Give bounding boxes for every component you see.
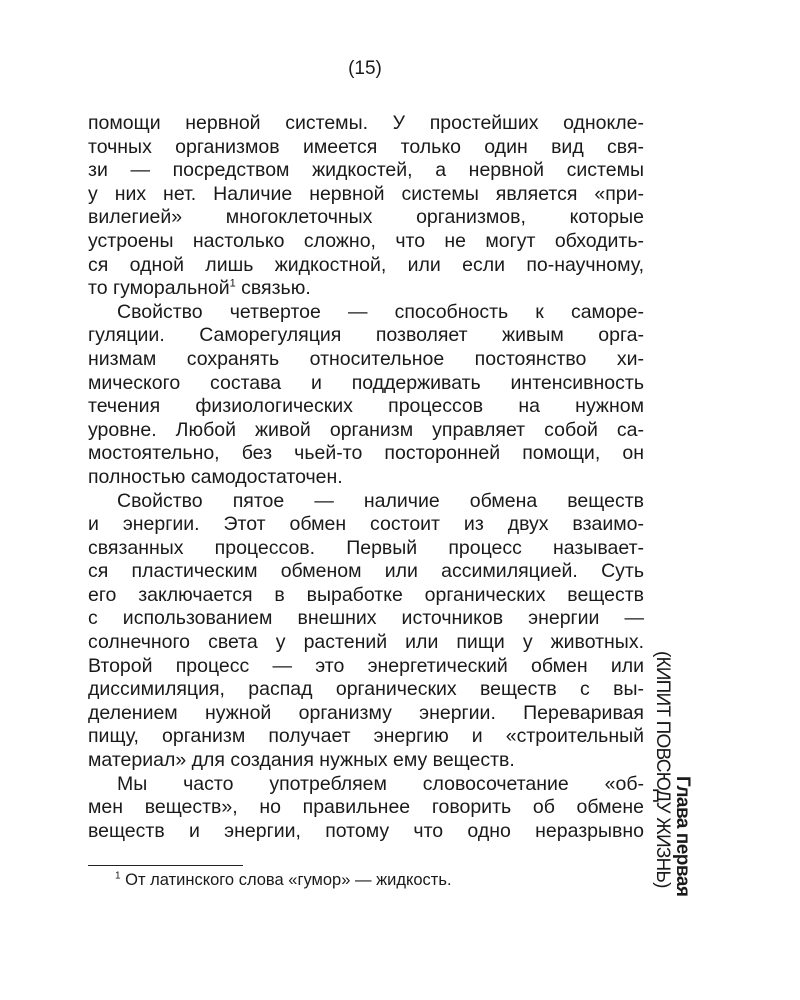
text-line: материал» для создания нужных ему веществ. <box>88 749 515 772</box>
text-line: веществ и энергии, потому что одно неразрывно <box>88 819 644 842</box>
footnote-marker: 1 <box>115 870 121 882</box>
text-line: ся пластическим обменом или ассимиляцией. Суть <box>88 560 644 583</box>
text-line: низмам сохранять относительное постоянство хи- <box>88 347 644 370</box>
footnote-text: От латинского слова «гумор» — жидкость. <box>120 871 452 889</box>
text-line: устроены настолько сложно, что не могут обходить- <box>88 229 644 252</box>
text-fragment: то гуморальной <box>88 277 230 300</box>
footnote-reference[interactable]: 1 <box>229 277 236 290</box>
text-line: делением нужной организму энергии. Переваривая <box>88 701 644 724</box>
running-head-vertical <box>672 776 692 896</box>
page-number: (15) <box>348 58 382 79</box>
paragraph-start-line: Мы часто употребляем словосочетание «об- <box>117 772 644 795</box>
paragraph-start-line: Свойство четвертое — способность к саморе- <box>117 300 644 323</box>
text-line: мического состава и поддерживать интенсивность <box>88 371 644 394</box>
body-text <box>88 112 644 843</box>
text-line: мостоятельно, без чьей-то посторонней помощи, он <box>88 442 644 465</box>
footnote-divider <box>88 865 243 866</box>
text-line: у них нет. Наличие нервной системы является «при- <box>88 182 644 205</box>
text-line: помощи нервной системы. У простейших однокле- <box>88 112 644 134</box>
running-head-chapter: Глава первая <box>672 775 693 896</box>
footnote <box>115 870 452 890</box>
text-line: диссимиляция, распад органических веществ с вы- <box>88 678 644 701</box>
text-line: связанных процессов. Первый процесс называет- <box>88 536 644 559</box>
text-fragment: связью. <box>235 277 311 300</box>
running-head-subtitle: (КИПИТ ПОВСЮДУ ЖИЗНЬ) <box>652 651 673 888</box>
text-line: вилегией» многоклеточных организмов, которые <box>88 206 644 229</box>
text-line: уровне. Любой живой организм управляет собой са- <box>88 418 644 441</box>
text-line: пищу, организм получает энергию и «строительный <box>88 725 644 748</box>
paragraph-start-line: Свойство пятое — наличие обмена веществ <box>117 489 644 512</box>
text-line: зи — посредством жидкостей, а нервной системы <box>88 159 644 182</box>
text-line: его заключается в выработке органических веществ <box>88 583 644 606</box>
text-line: с использованием внешних источников энергии — <box>88 607 644 630</box>
text-line: ся одной лишь жидкостной, или если по-научному, <box>88 253 644 276</box>
text-line-with-footnote-ref <box>88 277 644 301</box>
text-line: Второй процесс — это энергетический обмен или <box>88 654 644 677</box>
text-line: солнечного света у растений или пищи у животных. <box>88 631 644 654</box>
text-line: полностью самодостаточен. <box>88 465 343 488</box>
text-line: течения физиологических процессов на нужном <box>88 395 644 418</box>
text-line: гуляции. Саморегуляция позволяет живым орга- <box>88 324 644 347</box>
text-line: точных организмов имеется только один вид свя- <box>88 135 644 158</box>
text-line: мен веществ», но правильнее говорить об обмене <box>88 796 644 819</box>
text-line: и энергии. Этот обмен состоит из двух взаимо- <box>88 513 644 536</box>
running-head-subtitle-wrap <box>652 651 672 896</box>
